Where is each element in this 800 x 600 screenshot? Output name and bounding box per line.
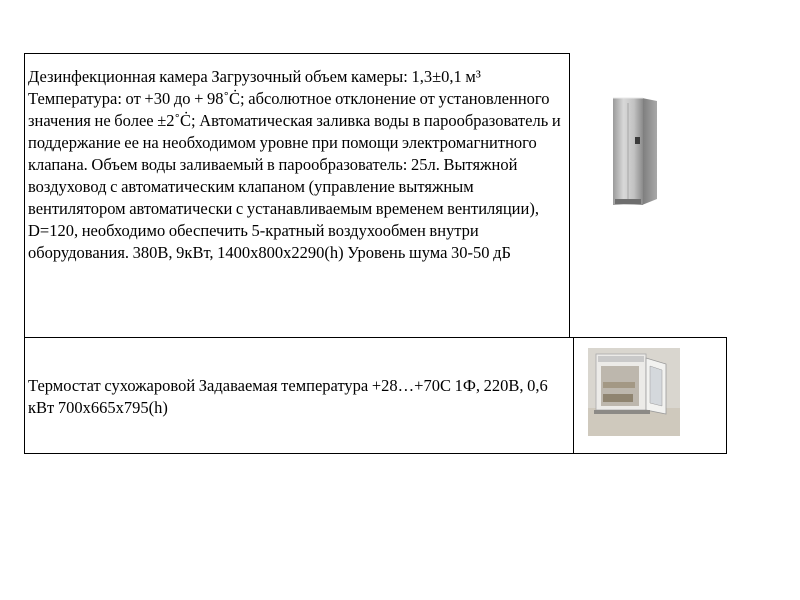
disinfection-chamber-photo <box>612 95 658 207</box>
row2-description-text: Термостат сухожаровой Задаваемая температура +28…+70С 1Ф, 220В, 0,6 кВт 700х665х795(h) <box>28 376 548 417</box>
row1-top-border <box>24 53 570 54</box>
row2-column-divider <box>573 337 574 454</box>
row2-right-border <box>726 337 727 454</box>
table-bottom-border <box>24 453 727 454</box>
row2-description-cell <box>25 375 573 453</box>
row-separator <box>24 337 727 338</box>
dry-heat-thermostat-photo <box>588 348 680 436</box>
row1-description-text: Дезинфекционная камера Загрузочный объем камеры: 1,3±0,1 м³ Температура: от +30 до + 98˚Ċ; абсолютное отклонение от установленного значения не более ±2˚Ċ; Автоматическая заливка воды в парообразователь и поддержание ее на необходимом уровне при помощи электромагнитного клапана. Объем воды заливаемый в парообразователь: 25л. Вытяжной воздуховод с автоматическим клапаном (управление вытяжным вентилятором автоматически с устанавливаемым временем вентиляции), D=120, необходимо обеспечить 5-кратный воздухообмен внутри оборудования. 380В, 9кВт, 1400х800х2290(h) Уровень шума 30-50 дБ <box>28 67 561 262</box>
row1-column-divider <box>569 53 570 338</box>
row1-description-cell <box>25 66 569 337</box>
